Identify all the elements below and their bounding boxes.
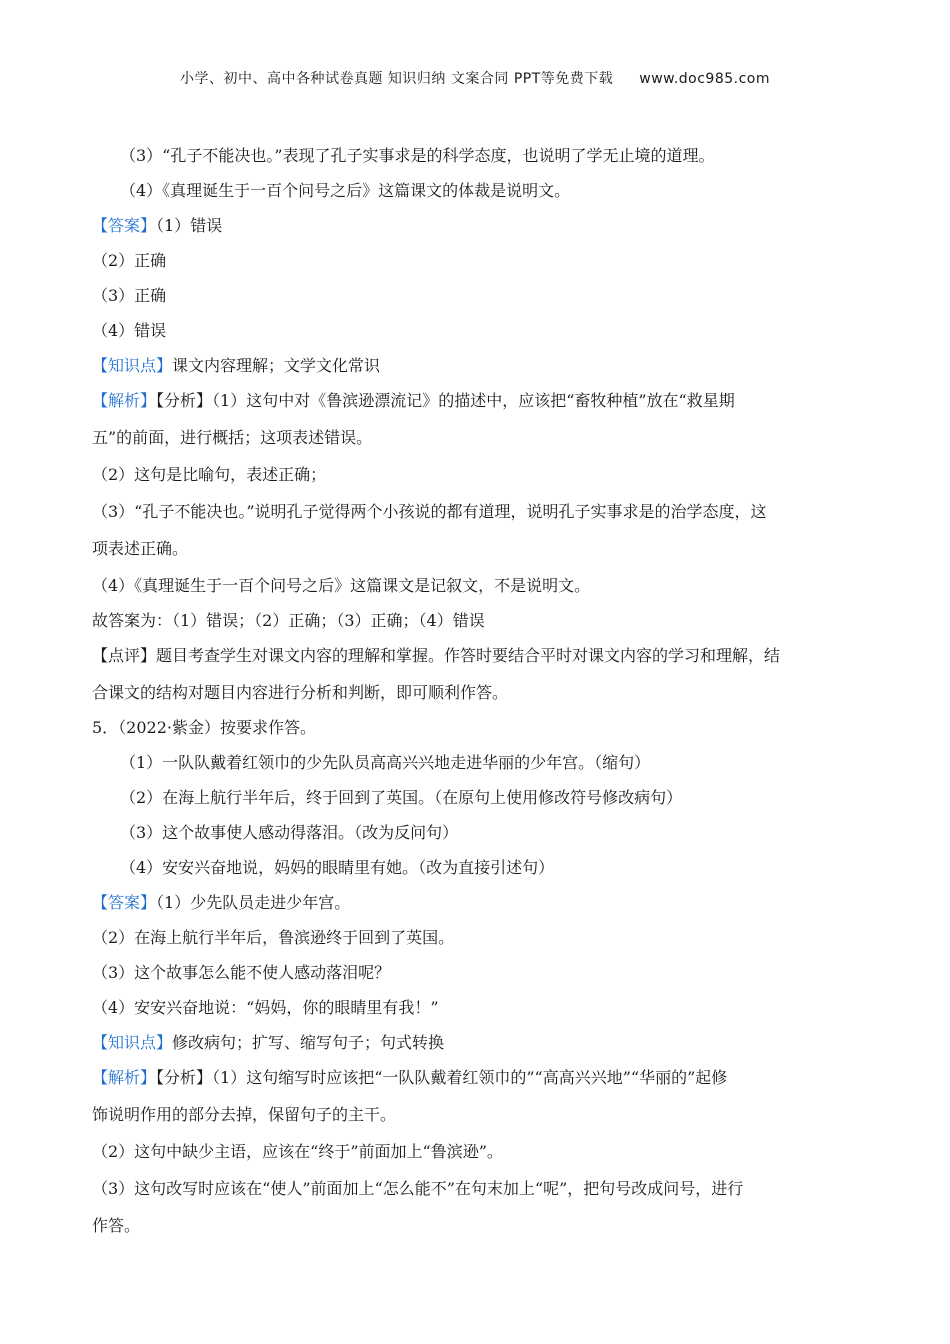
answer-tag: 【答案】: [92, 216, 157, 235]
page-header: [0, 68, 950, 88]
q4-analysis-3a: （3）“孔子不能决也。”说明孔子觉得两个小孩说的都有道理，说明孔子实事求是的治学态度，这: [92, 502, 767, 521]
q4-comment-a: 【点评】题目考查学生对课文内容的理解和掌握。作答时要结合平时对课文内容的学习和理解，结: [92, 646, 781, 665]
q5-answer-1: （1）少先队员走进少年宫。: [156, 893, 351, 912]
q4-answer-3: （3）正确: [92, 286, 167, 305]
q5-analysis-1a-text: 【分析】（1）这句缩写时应该把“一队队戴着红领巾的”“高高兴兴地”“华丽的”起修: [156, 1068, 728, 1087]
q5-title: 5．（2022·紫金）按要求作答。: [92, 718, 316, 737]
q5-item-2: （2）在海上航行半年后，终于回到了英国。（在原句上使用修改符号修改病句）: [120, 788, 683, 807]
q4-answer-4: （4）错误: [92, 321, 167, 340]
q4-analysis-2: （2）这句是比喻句，表述正确；: [92, 465, 327, 484]
q4-knowledge-point: [92, 354, 862, 378]
analysis-tag: 【解析】: [92, 391, 157, 410]
q4-comment-b: 合课文的结构对题目内容进行分析和判断，即可顺利作答。: [92, 683, 509, 702]
q4-analysis-3b: 项表述正确。: [92, 539, 189, 558]
q4-analysis-4: （4）《真理诞生于一百个问号之后》这篇课文是记叙文，不是说明文。: [92, 576, 591, 595]
q5-analysis-3a: （3）这句改写时应该在“使人”前面加上“怎么能不”在句末加上“呢”，把句号改成问号，进行: [92, 1179, 744, 1198]
q4-analysis-1b: 五”的前面，进行概括；这项表述错误。: [92, 428, 373, 447]
q5-knowledge-point-text: 修改病句；扩写、缩写句子；句式转换: [172, 1033, 445, 1052]
q5-analysis-1a: [92, 1066, 862, 1090]
header-text: 小学、初中、高中各种试卷真题 知识归纳 文案合同 PPT等免费下载: [179, 71, 614, 87]
q4-item-4: （4）《真理诞生于一百个问号之后》这篇课文的体裁是说明文。: [120, 181, 571, 200]
analysis-tag: 【解析】: [92, 1068, 157, 1087]
answer-tag: 【答案】: [92, 893, 157, 912]
q4-analysis-1a: [92, 389, 862, 413]
q5-analysis-2: （2）这句中缺少主语，应该在“终于”前面加上“鲁滨逊”。: [92, 1142, 503, 1161]
q5-analysis-1b: 饰说明作用的部分去掉，保留句子的主干。: [92, 1105, 397, 1124]
header-site-url[interactable]: www.doc985.com: [639, 71, 771, 87]
q5-answer-2: （2）在海上航行半年后，鲁滨逊终于回到了英国。: [92, 928, 455, 947]
q5-item-3: （3）这个故事使人感动得落泪。（改为反问句）: [120, 823, 459, 842]
knowledge-point-tag: 【知识点】: [92, 1033, 173, 1052]
q5-answer-4: （4）安安兴奋地说：“妈妈，你的眼睛里有我！”: [92, 998, 439, 1017]
q5-item-4: （4）安安兴奋地说，妈妈的眼睛里有她。（改为直接引述句）: [120, 858, 555, 877]
q5-answer: [92, 891, 862, 915]
q4-answer-1: （1）错误: [156, 216, 223, 235]
document-body: [92, 140, 862, 1238]
q5-knowledge-point: [92, 1031, 862, 1055]
q4-analysis-1a-text: 【分析】（1）这句中对《鲁滨逊漂流记》的描述中，应该把“畜牧种植”放在“救星期: [156, 391, 735, 410]
q5-answer-3: （3）这个故事怎么能不使人感动落泪呢？: [92, 963, 391, 982]
q4-answer: [92, 214, 862, 238]
q4-knowledge-point-text: 课文内容理解；文学文化常识: [172, 356, 381, 375]
q5-item-1: （1）一队队戴着红领巾的少先队员高高兴兴地走进华丽的少年宫。（缩句）: [120, 753, 651, 772]
q5-analysis-3b: 作答。: [92, 1216, 141, 1235]
q4-answer-2: （2）正确: [92, 251, 167, 270]
knowledge-point-tag: 【知识点】: [92, 356, 173, 375]
q4-summary: 故答案为：（1）错误；（2）正确；（3）正确；（4）错误: [92, 611, 485, 630]
q4-item-3: （3）“孔子不能决也。”表现了孔子实事求是的科学态度，也说明了学无止境的道理。: [120, 146, 715, 165]
